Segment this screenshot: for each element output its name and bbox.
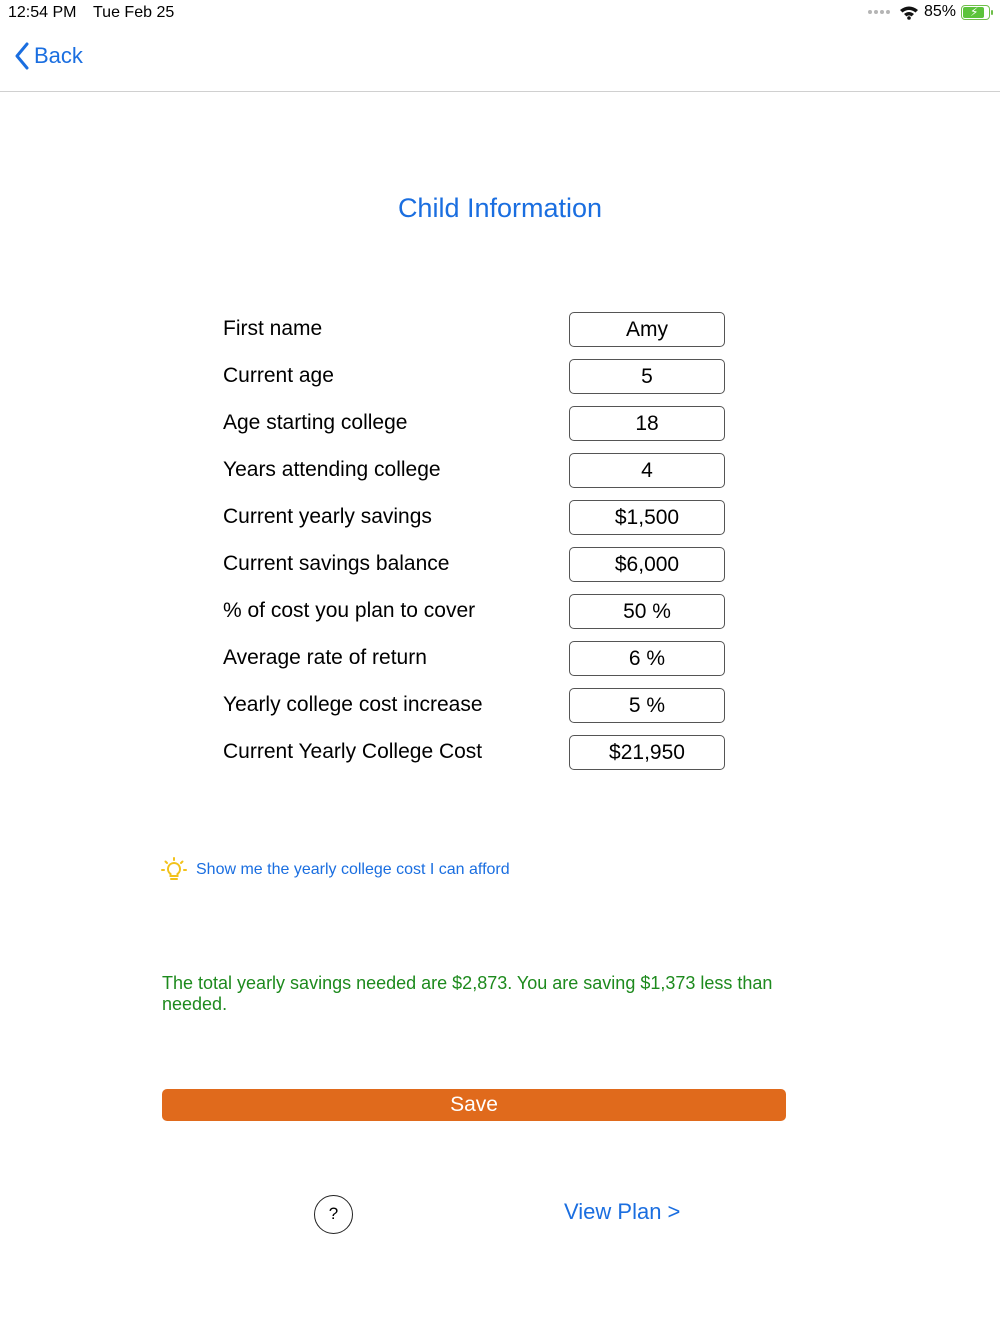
status-date: Tue Feb 25 (93, 4, 175, 21)
form-row-years-attending (223, 453, 725, 500)
afford-cost-label: Show me the yearly college cost I can afford (196, 861, 510, 878)
navigation-bar (0, 26, 1000, 92)
form-row-savings-balance (223, 547, 725, 594)
field-label: Current age (223, 364, 334, 387)
form-row-age-starting-college (223, 406, 725, 453)
child-info-form (223, 312, 725, 782)
field-label: Current savings balance (223, 552, 450, 575)
chevron-left-icon (14, 42, 30, 70)
field-label: First name (223, 317, 323, 340)
rate-of-return-field[interactable]: 6 % (569, 641, 725, 676)
status-indicators (868, 3, 990, 21)
field-label: Yearly college cost increase (223, 693, 483, 716)
lightbulb-icon (161, 857, 187, 883)
battery-percent: 85% (923, 3, 956, 20)
field-label: Age starting college (223, 411, 408, 434)
form-row-cost-cover (223, 594, 725, 641)
field-label: Average rate of return (223, 646, 427, 669)
savings-summary: The total yearly savings needed are $2,873. You are saving $1,373 less than needed. (162, 973, 773, 1014)
form-row-first-name (223, 312, 725, 359)
field-label: Current Yearly College Cost (223, 740, 483, 763)
status-time: 12:54 PM (8, 4, 77, 21)
cellular-dots-icon (868, 10, 890, 14)
view-plan-link[interactable]: View Plan > (564, 1199, 681, 1224)
current-age-field[interactable]: 5 (569, 359, 725, 394)
page-title: Child Information (397, 193, 603, 223)
save-button[interactable]: Save (162, 1089, 786, 1121)
cost-increase-field[interactable]: 5 % (569, 688, 725, 723)
back-button[interactable] (14, 42, 83, 70)
battery-charging-icon: ⚡ (961, 5, 990, 20)
savings-balance-field[interactable]: $6,000 (569, 547, 725, 582)
field-label: Years attending college (223, 458, 441, 481)
form-row-current-age (223, 359, 725, 406)
field-label: % of cost you plan to cover (223, 599, 476, 622)
cost-cover-field[interactable]: 50 % (569, 594, 725, 629)
age-starting-college-field[interactable]: 18 (569, 406, 725, 441)
back-label: Back (34, 43, 83, 68)
years-attending-field[interactable]: 4 (569, 453, 725, 488)
help-button[interactable]: ? (314, 1195, 353, 1234)
form-row-yearly-savings (223, 500, 725, 547)
yearly-savings-field[interactable]: $1,500 (569, 500, 725, 535)
form-row-rate-of-return (223, 641, 725, 688)
wifi-icon (899, 5, 919, 20)
form-row-college-cost (223, 735, 725, 782)
field-label: Current yearly savings (223, 505, 432, 528)
first-name-field[interactable]: Amy (569, 312, 725, 347)
college-cost-field[interactable]: $21,950 (569, 735, 725, 770)
form-row-cost-increase (223, 688, 725, 735)
afford-cost-link[interactable] (161, 857, 510, 883)
status-bar (0, 0, 1000, 26)
